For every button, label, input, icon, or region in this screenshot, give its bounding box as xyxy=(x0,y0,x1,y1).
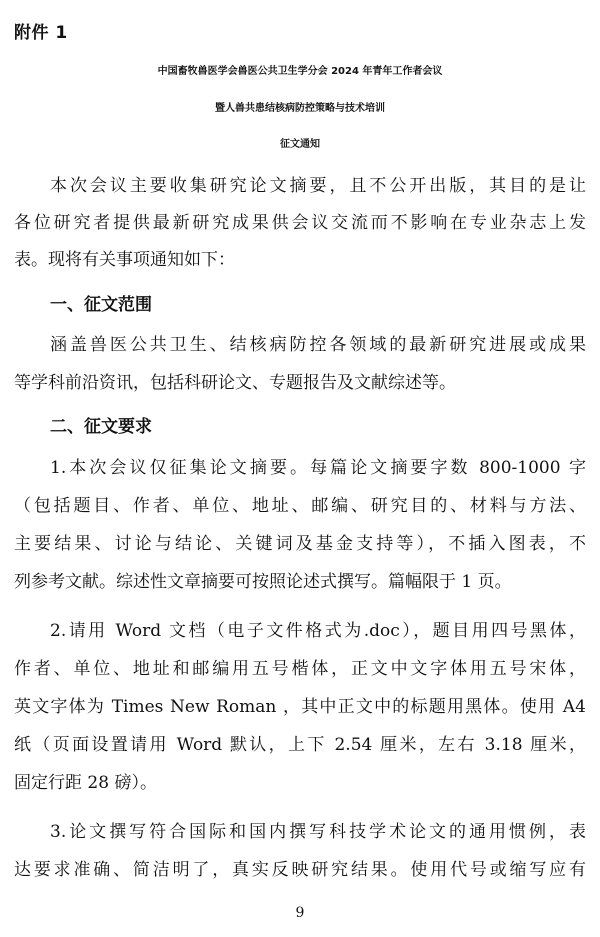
title-line-2: 暨人兽共患结核病防控策略与技术培训 xyxy=(215,103,385,114)
item-2-line-5: 固定行距 28 磅）。 xyxy=(14,773,157,793)
title-line-1: 中国畜牧兽医学会兽医公共卫生学分会 2024 年青年工作者会议 xyxy=(157,66,443,77)
page-number: 9 xyxy=(295,905,305,921)
attachment-label: 附件 1 xyxy=(14,23,68,43)
item-1-line-4: 列参考文献。综述性文章摘要可按照论述式撰写。篇幅限于 1 页。 xyxy=(14,572,512,592)
section-1-line-1: 涵盖兽医公共卫生、结核病防控各领域的最新研究进展或成果 xyxy=(50,335,586,355)
intro-line-2: 各位研究者提供最新研究成果供会议交流而不影响在专业杂志上发 xyxy=(14,213,586,233)
item-2-line-3: 英文字体为 Times New Roman ，其中正文中的标题用黑体。使用 A4 xyxy=(14,697,586,717)
title-line-3: 征文通知 xyxy=(280,139,320,150)
section-1-line-2: 等学科前沿资讯，包括科研论文、专题报告及文献综述等。 xyxy=(14,373,456,393)
intro-line-3: 表。现将有关事项通知如下： xyxy=(14,250,235,270)
item-2-line-4: 纸（页面设置请用 Word 默认，上下 2.54 厘米，左右 3.18 厘米， xyxy=(14,735,586,755)
item-2-line-1: 2.请用 Word 文档（电子文件格式为.doc），题目用四号黑体， xyxy=(50,621,586,641)
item-3-line-2: 达要求准确、简洁明了，真实反映研究结果。使用代号或缩写应有 xyxy=(14,860,586,880)
item-1-line-2: （包括题目、作者、单位、地址、邮编、研究目的、材料与方法、 xyxy=(14,496,586,516)
item-1-line-3: 主要结果、讨论与结论、关键词及基金支持等），不插入图表，不 xyxy=(14,534,586,554)
item-1-line-1: 1.本次会议仅征集论文摘要。每篇论文摘要字数 800-1000 字 xyxy=(50,458,586,478)
item-3-line-1: 3.论文撰写符合国际和国内撰写科技学术论文的通用惯例，表 xyxy=(50,822,586,842)
section-1-heading: 一、征文范围 xyxy=(50,295,152,315)
intro-line-1: 本次会议主要收集研究论文摘要，且不公开出版，其目的是让 xyxy=(50,176,586,196)
item-2-line-2: 作者、单位、地址和邮编用五号楷体，正文中文字体用五号宋体， xyxy=(14,659,586,679)
section-2-heading: 二、征文要求 xyxy=(50,417,152,437)
